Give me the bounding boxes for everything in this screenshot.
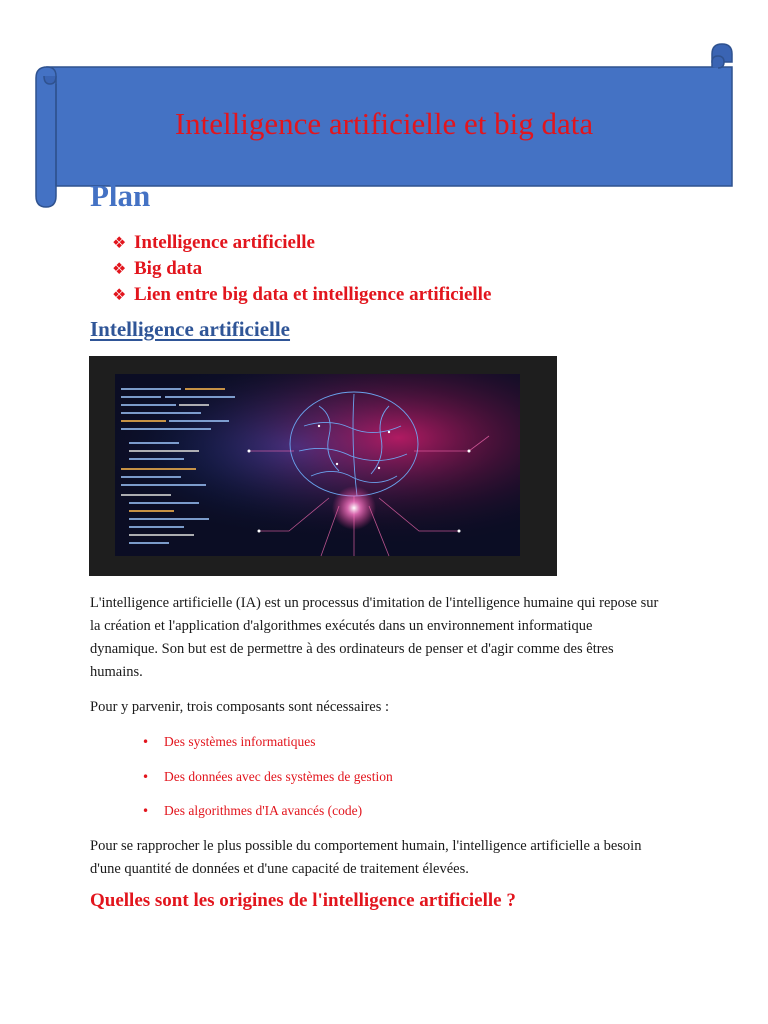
diamond-bullet-icon: ❖ bbox=[112, 285, 127, 304]
plan-item: ❖ Lien entre big data et intelligence artificielle bbox=[112, 282, 491, 308]
list-item: • Des systèmes informatiques bbox=[142, 731, 393, 766]
closing-paragraph: Pour se rapprocher le plus possible du comportement humain, l'intelligence artificielle a besoin d'une quantité de données et d'une capacité de traitement élevées. bbox=[90, 838, 642, 877]
question-heading: Quelles sont les origines de l'intelligence artificielle ? bbox=[90, 890, 516, 911]
diamond-bullet-icon: ❖ bbox=[112, 233, 127, 252]
diamond-bullet-icon: ❖ bbox=[112, 259, 127, 278]
list-item: • Des algorithmes d'IA avancés (code) bbox=[142, 800, 393, 835]
plan-list bbox=[112, 230, 491, 308]
bullet-dot-icon: • bbox=[142, 735, 150, 749]
list-item: • Des données avec des systèmes de gestion bbox=[142, 766, 393, 801]
ai-brain-illustration bbox=[89, 356, 557, 576]
components-list bbox=[142, 731, 393, 835]
plan-item: ❖ Big data bbox=[112, 256, 491, 282]
document-title: Intelligence artificielle et big data bbox=[174, 106, 594, 141]
bullet-dot-icon: • bbox=[142, 769, 150, 784]
plan-heading: Plan bbox=[90, 178, 151, 213]
section-heading: Intelligence artificielle bbox=[90, 317, 291, 341]
plan-item: ❖ Intelligence artificielle bbox=[112, 230, 491, 256]
intro-paragraph: L'intelligence artificielle (IA) est un processus d'imitation de l'intelligence humaine qui repose sur la création et l'application d'algorithmes exécutés dans un environnement informatique dynamique. Son but est de permettre à des ordinateurs de penser et d'agir comme des êtres humains. bbox=[90, 595, 659, 680]
components-intro: Pour y parvenir, trois composants sont nécessaires : bbox=[90, 699, 390, 715]
bullet-dot-icon: • bbox=[142, 804, 150, 818]
